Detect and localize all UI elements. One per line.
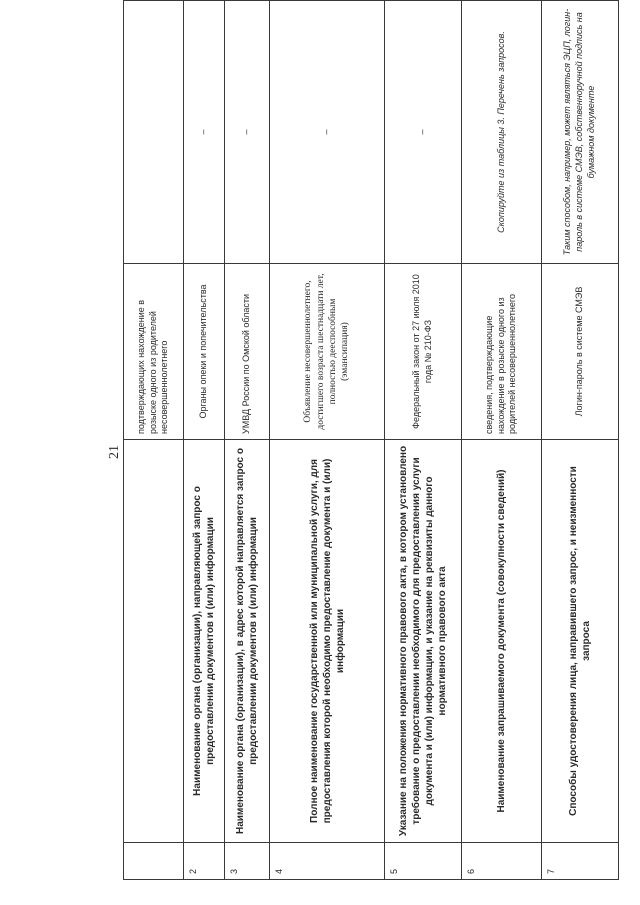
request-table: [123, 0, 619, 880]
row-value: УМВД России по Омской области: [225, 264, 270, 440]
row-value: Органы опеки и попечительства: [184, 264, 225, 440]
row-name: Способы удостоверения лица, направившего запрос, и неизменности запроса: [542, 440, 619, 843]
table-row: [270, 1, 385, 880]
row-note: –: [385, 1, 462, 264]
row-note: Скопируйте из таблицы 3. Перечень запросов.: [462, 1, 542, 264]
row-value: Федеральный закон от 27 июля 2010 года № 210-ФЗ: [385, 264, 462, 440]
row-number: [124, 843, 184, 880]
row-note: –: [225, 1, 270, 264]
row-name: Указание на положения нормативного правового акта, в котором установлено требование о предоставлении необходимого для предоставления услуги документа и (или) информации, и указание на реквизиты данного нормативного правового акта: [385, 440, 462, 843]
row-name: Наименование органа (организации), направляющей запрос о предоставлении документов и (или) информации: [184, 440, 225, 843]
row-name: Наименование органа (организации), в адрес которой направляется запрос о предоставлении документов и (или) информации: [225, 440, 270, 843]
row-note: [124, 1, 184, 264]
row-note: Таким способом, например, может являться ЭЦП, логин-пароль в системе СМЭВ, собственноручной подпись на бумажном документе: [542, 1, 619, 264]
row-number: 7: [542, 843, 619, 880]
row-number: 5: [385, 843, 462, 880]
table-row: [385, 1, 462, 880]
table-row: [542, 1, 619, 880]
table-row: [124, 1, 184, 880]
row-number: 4: [270, 843, 385, 880]
table-row: [184, 1, 225, 880]
row-number: 3: [225, 843, 270, 880]
row-value: Логин-пароль в системе СМЭВ: [542, 264, 619, 440]
row-name: Полное наименование государственной или муниципальной услуги, для предоставления которой необходимо предоставление документа и (или) информации: [270, 440, 385, 843]
table-row: [462, 1, 542, 880]
page-number: 21: [107, 445, 122, 459]
row-note: –: [270, 1, 385, 264]
row-note: –: [184, 1, 225, 264]
row-number: 2: [184, 843, 225, 880]
row-name: Наименование запрашиваемого документа (совокупности сведений): [462, 440, 542, 843]
row-number: 6: [462, 843, 542, 880]
row-name: [124, 440, 184, 843]
table-row: [225, 1, 270, 880]
row-value: подтверждающих нахождение в розыске одного из родителей несовершеннолетнего: [124, 264, 184, 440]
row-value: Объявление несовершеннолетнего, достигшего возраста шестнадцати лет, полностью дееспособным (эмансипация): [270, 264, 385, 440]
row-value: сведения, подтверждающие нахождение в розыске одного из родителей несовершеннолетнего: [462, 264, 542, 440]
rotated-table-area: [123, 8, 618, 880]
